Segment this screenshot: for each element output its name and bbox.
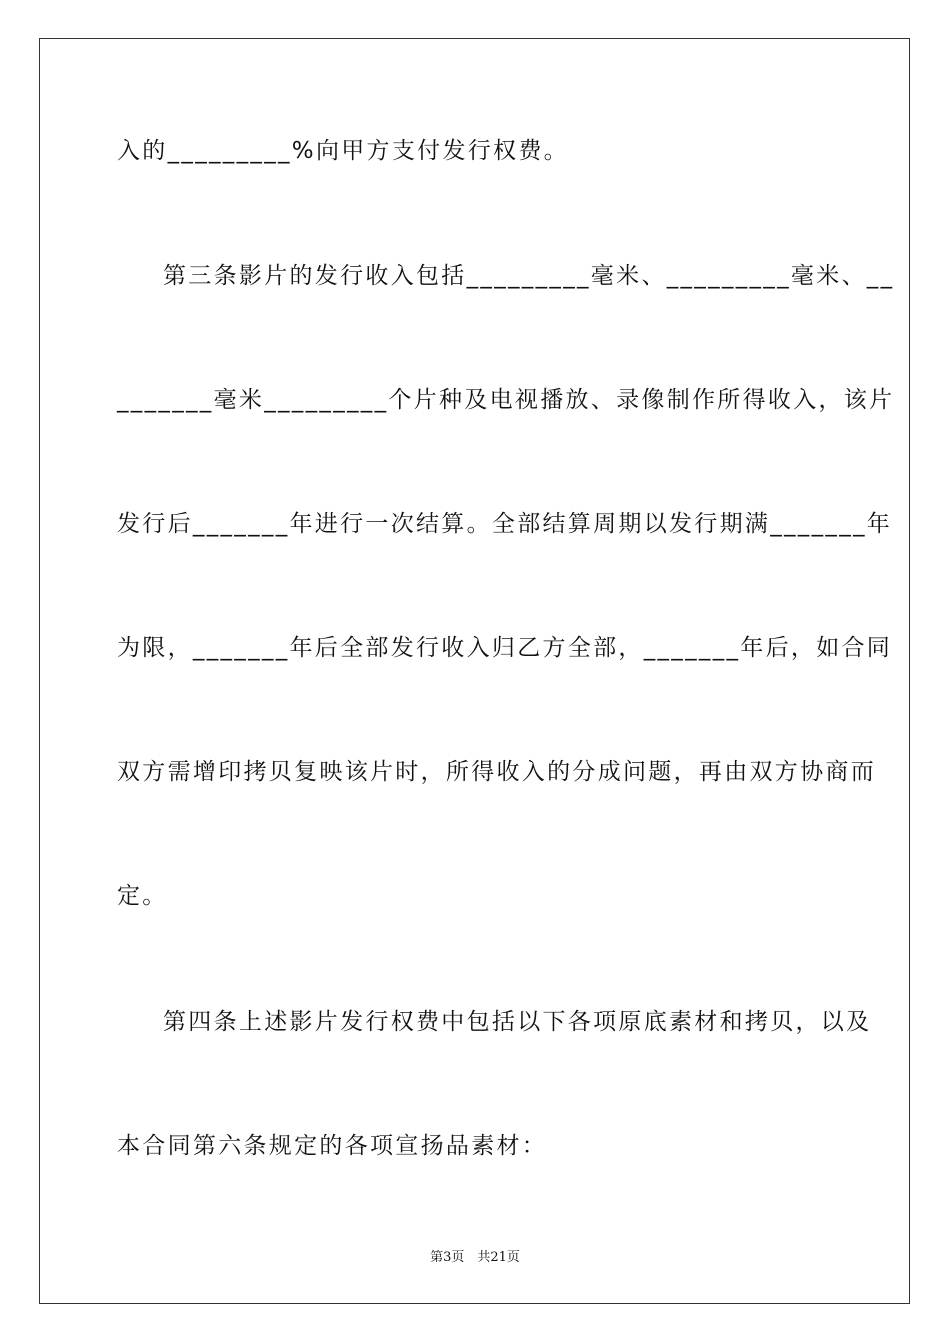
- text-line-5: 为限，_______年后全部发行收入归乙方全部，_______年后，如合同: [117, 635, 893, 661]
- text-line-6: 双方需增印拷贝复映该片时，所得收入的分成问题，再由双方协商而: [117, 759, 876, 785]
- page-number-footer: 第3页 共21页: [430, 1250, 520, 1265]
- text-line-7: 定。: [117, 883, 168, 909]
- text-line-4: 发行后_______年进行一次结算。全部结算周期以发行期满_______年: [117, 511, 893, 537]
- page-border: [39, 38, 910, 1304]
- text-line-9: 本合同第六条规定的各项宣扬品素材：: [117, 1133, 548, 1159]
- text-line-2: 第三条影片的发行收入包括_________毫米、_________毫米、__: [163, 263, 895, 289]
- text-line-3: _______毫米_________个片种及电视播放、录像制作所得收入，该片: [117, 387, 895, 413]
- text-line-1: 入的_________%向甲方支付发行权费。: [117, 138, 569, 164]
- text-line-8: 第四条上述影片发行权费中包括以下各项原底素材和拷贝，以及: [163, 1009, 872, 1035]
